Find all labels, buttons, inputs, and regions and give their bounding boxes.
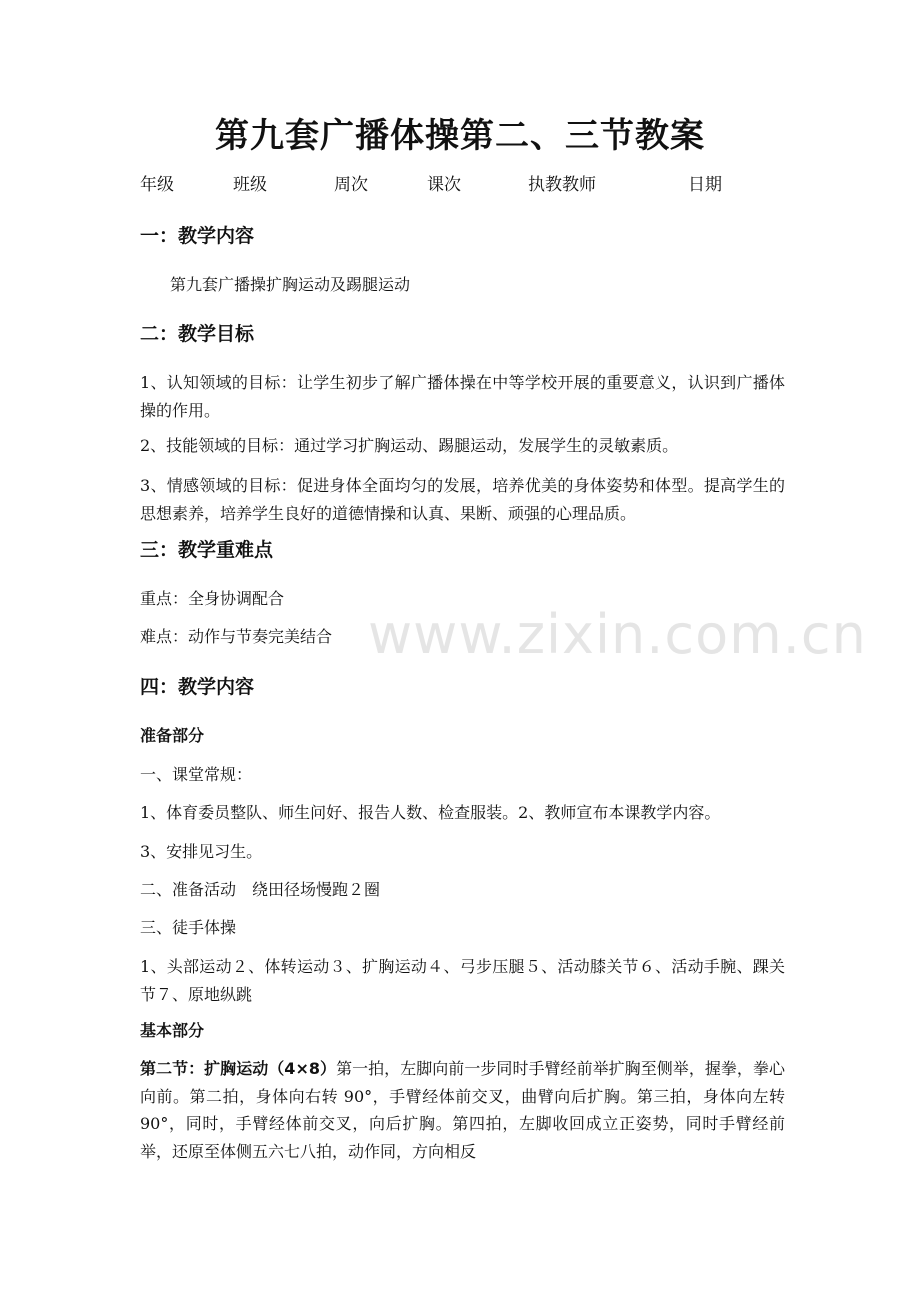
goal-item-cognitive: 1、认知领域的目标：让学生初步了解广播体操在中等学校开展的重要意义，认识到广播体操的作用。 bbox=[140, 373, 785, 420]
key-point: 重点：全身协调配合 bbox=[140, 589, 285, 608]
meta-date: 日期 bbox=[688, 175, 722, 195]
meta-class: 班级 bbox=[233, 175, 267, 195]
prep-exercise-items: 1、头部运动２、体转运动３、扩胸运动４、弓步压腿５、活动膝关节６、活动手腕、踝关节７、原地纵跳 bbox=[140, 957, 785, 1004]
section-heading-goals: 二：教学目标 bbox=[140, 323, 255, 345]
prep-routine-items: 1、体育委员整队、师生问好、报告人数、检查服装。2、教师宣布本课教学内容。 bbox=[140, 803, 721, 822]
meta-grade: 年级 bbox=[140, 175, 174, 195]
meta-lesson: 课次 bbox=[427, 175, 461, 195]
watermark: www.zixin.com.cn bbox=[368, 603, 867, 666]
page-title: 第九套广播体操第二、三节教案 bbox=[215, 116, 705, 156]
difficult-point: 难点：动作与节奏完美结合 bbox=[140, 627, 333, 646]
basic-paragraph bbox=[140, 1055, 785, 1165]
goal-item-skill: 2、技能领域的目标：通过学习扩胸运动、踢腿运动，发展学生的灵敏素质。 bbox=[140, 436, 679, 455]
section-heading-teaching: 四：教学内容 bbox=[140, 676, 255, 698]
basic-body: 第一拍，左脚向前一步同时手臂经前举扩胸至侧举，握拳，拳心向前。第二拍，身体向右转 90°，手臂经体前交叉，曲臂向后扩胸。第三拍，身体向左转 90°，同时，手臂经体前交叉，向后扩胸。第四拍，左脚收回成立正姿势，同时手臂经前举，还原至体侧五六七八拍，动作同，方向相反 bbox=[140, 1059, 785, 1161]
section-heading-key-points: 三：教学重难点 bbox=[140, 539, 274, 561]
prep-exercises: 三、徒手体操 bbox=[140, 918, 237, 937]
prep-routine-item3: 3、安排见习生。 bbox=[140, 842, 263, 861]
section-heading-content: 一：教学内容 bbox=[140, 225, 255, 247]
prep-warmup: 二、准备活动 绕田径场慢跑２圈 bbox=[140, 880, 381, 899]
meta-week: 周次 bbox=[334, 175, 368, 195]
goal-item-affective: 3、情感领域的目标：促进身体全面均匀的发展，培养优美的身体姿势和体型。提高学生的思想素养，培养学生良好的道德情操和认真、果断、顽强的心理品质。 bbox=[140, 476, 785, 523]
prep-routine: 一、课堂常规： bbox=[140, 765, 253, 784]
subheading-basic: 基本部分 bbox=[140, 1021, 205, 1040]
meta-teacher: 执教教师 bbox=[528, 175, 596, 195]
subheading-preparation: 准备部分 bbox=[140, 726, 205, 745]
basic-lead: 第二节：扩胸运动（4×8） bbox=[140, 1059, 337, 1078]
section-body-content: 第九套广播操扩胸运动及踢腿运动 bbox=[170, 275, 411, 294]
